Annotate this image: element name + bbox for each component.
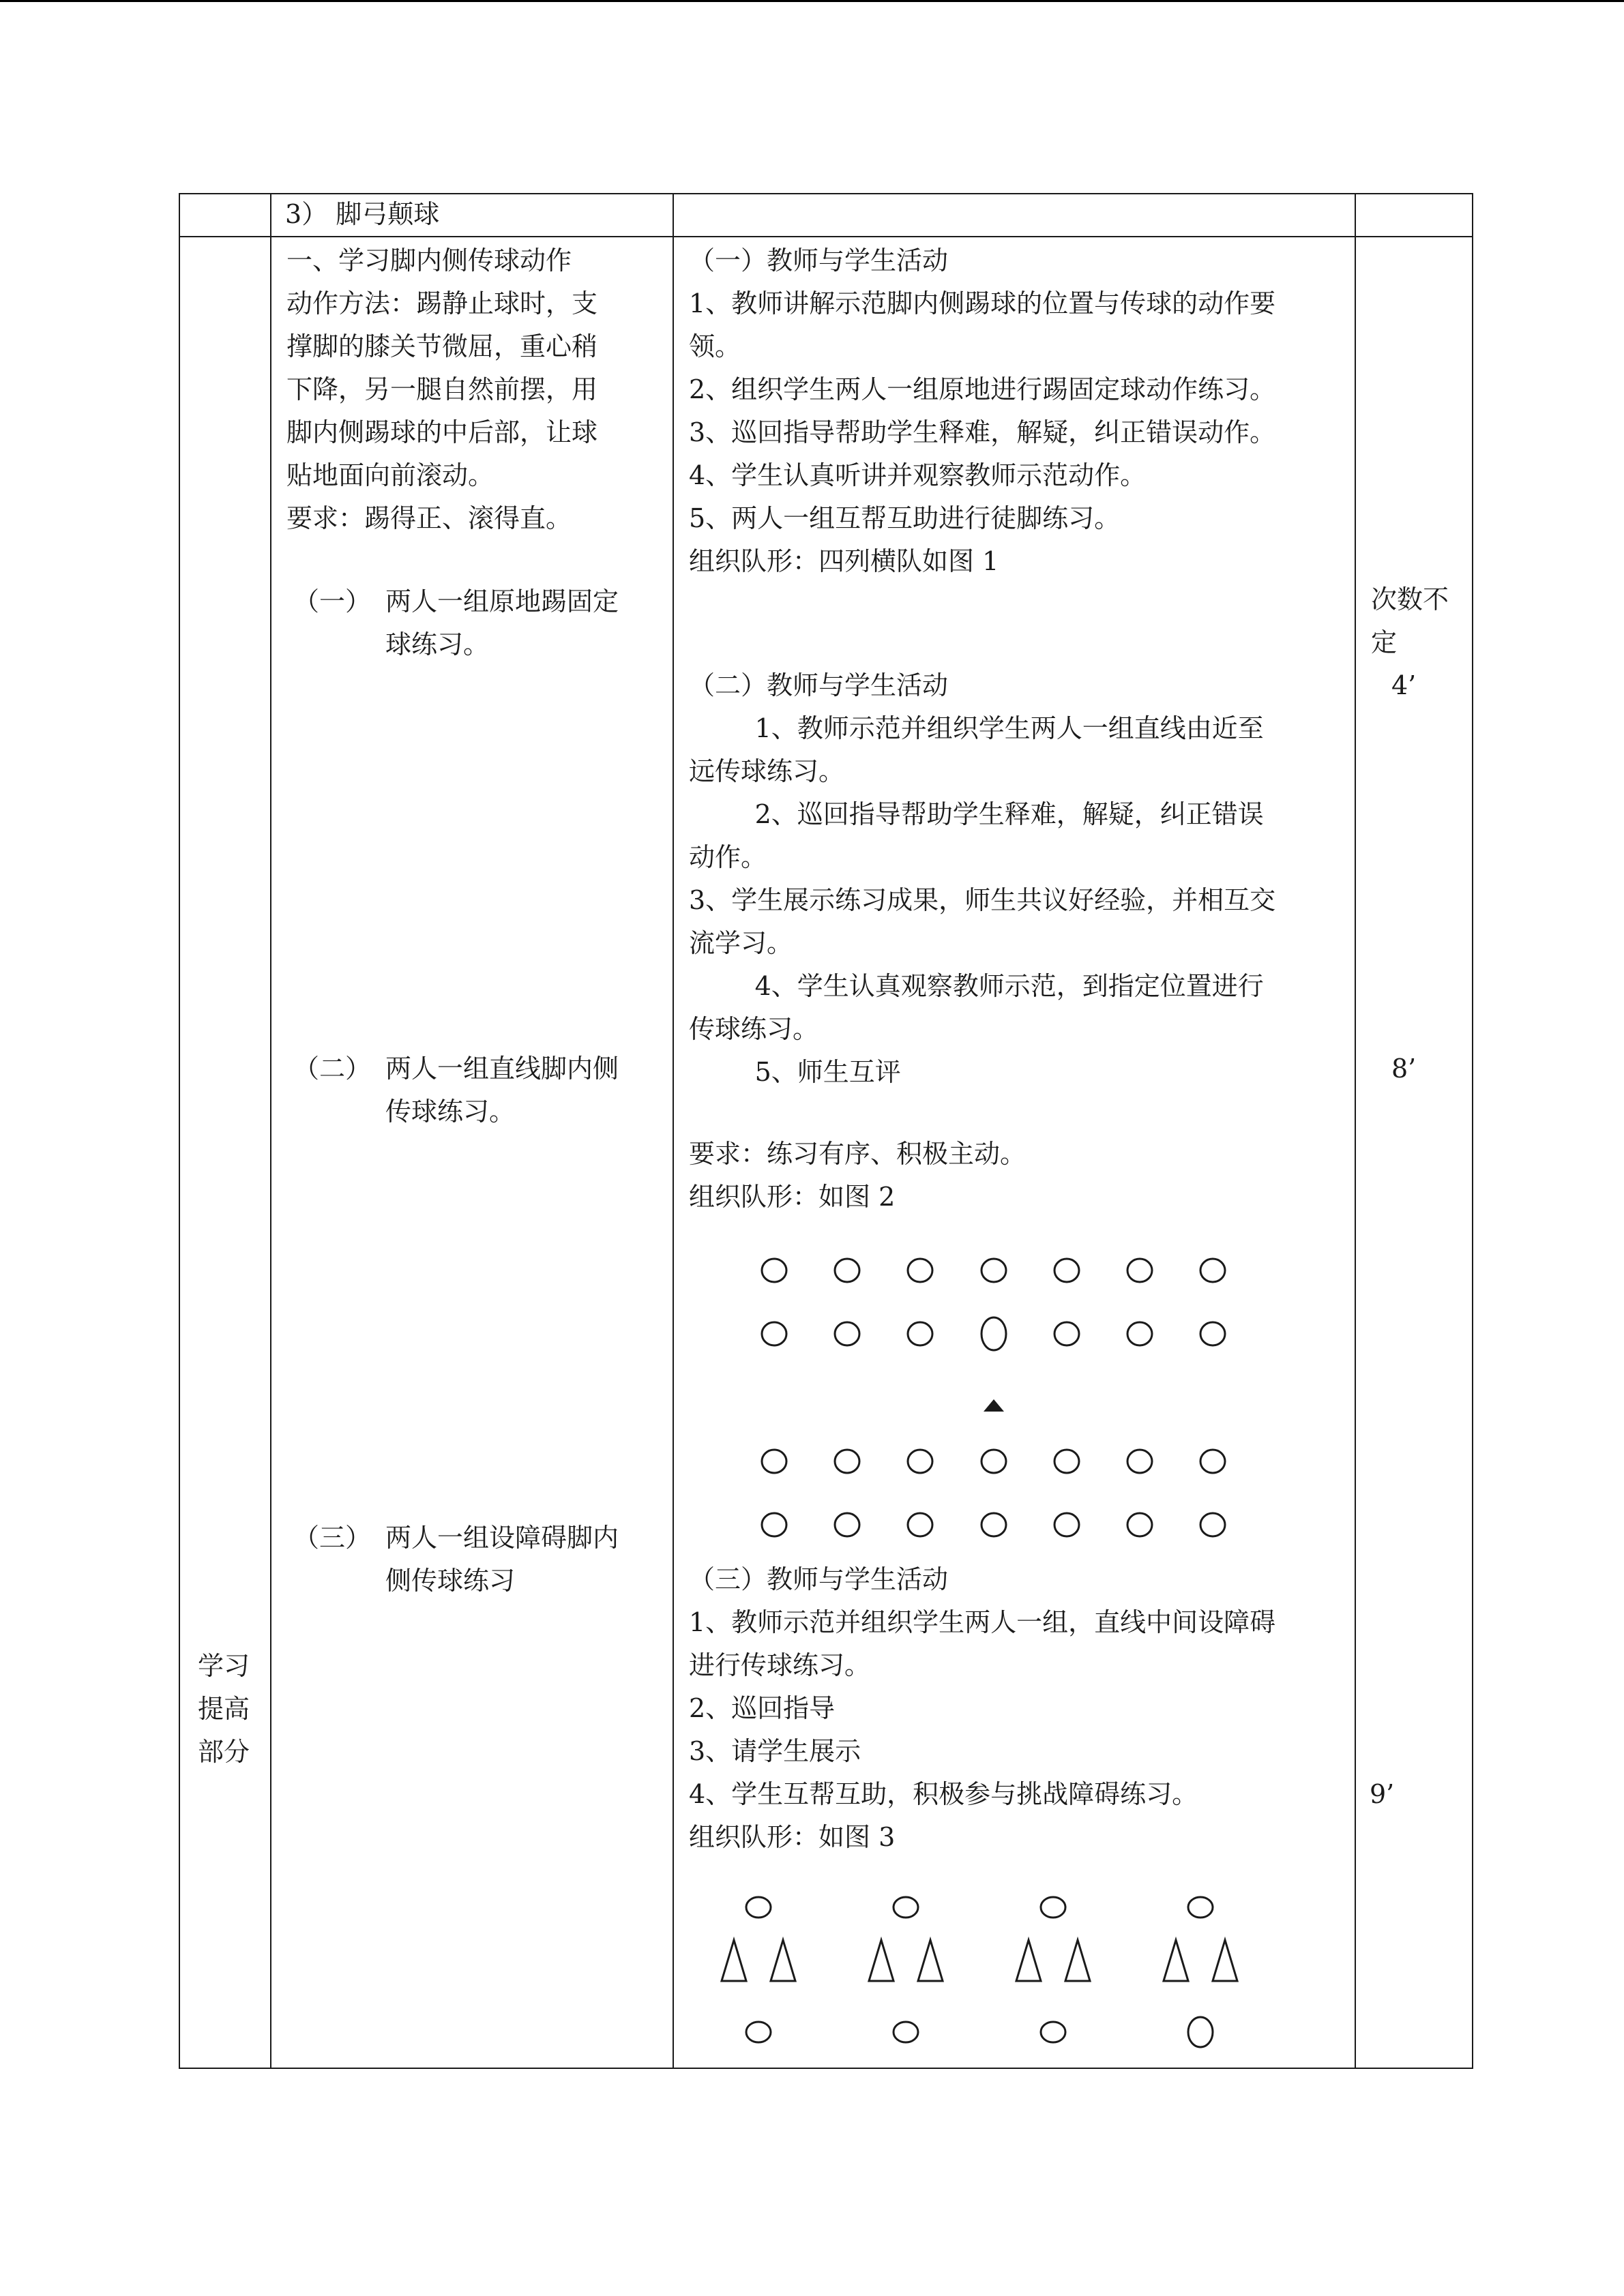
activity-1-heading: （一）教师与学生活动 (689, 245, 949, 275)
activity-3-line: 3、请学生展示 (689, 1736, 861, 1766)
drill-2-number: （二） (293, 1054, 372, 1084)
student-marker-icon (762, 1259, 786, 1282)
duration-3: 9’ (1370, 1779, 1395, 1809)
student-marker-icon (835, 1259, 859, 1282)
intro-line: 撑脚的膝关节微屈，重心稍 (286, 331, 598, 361)
intro-line: 贴地面向前滚动。 (286, 460, 494, 490)
activity-2-line: 传球练习。 (689, 1014, 819, 1044)
drill-1-title-line: 两人一组原地踢固定 (385, 586, 619, 616)
table-bottom-border (179, 2068, 1473, 2069)
activity-3-heading: （三）教师与学生活动 (689, 1564, 949, 1594)
student-marker-icon (1127, 1450, 1152, 1473)
table-right-border (1472, 193, 1473, 2069)
student-marker-icon (981, 1259, 1006, 1282)
student-marker-icon (1041, 1897, 1065, 1918)
drill-1-title-line: 球练习。 (385, 629, 490, 659)
activity-3-line: 进行传球练习。 (689, 1650, 871, 1680)
activity-2-formation: 组织队形：如图 2 (689, 1182, 896, 1212)
drill-1-number: （一） (293, 586, 372, 616)
student-marker-icon (908, 1450, 932, 1473)
intro-line: 一、学习脚内侧传球动作 (286, 245, 572, 275)
activity-1-line: 1、教师讲解示范脚内侧踢球的位置与传球的动作要 (689, 288, 1276, 318)
section-label-line-1: 学习 (198, 1651, 250, 1681)
activity-3-line: 1、教师示范并组织学生两人一组，直线中间设障碍 (689, 1607, 1276, 1637)
cone-obstacle-icon (918, 1940, 943, 1981)
activity-2-line: 2、巡回指导帮助学生释难，解疑，纠正错误 (689, 799, 1264, 829)
drill-3-title-line: 两人一组设障碍脚内 (385, 1523, 619, 1553)
count-note-line-2: 定 (1371, 627, 1398, 657)
cone-obstacle-icon (1016, 1940, 1041, 1981)
activity-2-requirement: 要求：练习有序、积极主动。 (689, 1139, 1027, 1169)
activity-1-line: 领。 (689, 331, 741, 361)
activity-2-heading: （二）教师与学生活动 (689, 670, 949, 700)
student-marker-icon (1054, 1513, 1079, 1536)
drill-3-title-line: 侧传球练习 (385, 1566, 516, 1596)
column-divider-2 (673, 193, 674, 2069)
activity-2-line: 远传球练习。 (689, 756, 845, 786)
teacher-marker-icon (984, 1399, 1004, 1412)
drill-3-number: （三） (293, 1523, 372, 1553)
student-marker-icon (1200, 1513, 1225, 1536)
duration-2: 8’ (1391, 1054, 1417, 1084)
cone-obstacle-icon (1213, 1940, 1237, 1981)
cone-obstacle-icon (771, 1940, 795, 1981)
student-marker-icon (1054, 1450, 1079, 1473)
student-marker-icon (835, 1450, 859, 1473)
page-top-border (0, 0, 1624, 2)
student-marker-icon (1200, 1450, 1225, 1473)
section-label-line-3: 部分 (198, 1737, 250, 1767)
student-marker-icon (762, 1450, 786, 1473)
student-marker-icon (1188, 2017, 1213, 2047)
drill-2-title-line: 两人一组直线脚内侧 (385, 1054, 619, 1084)
student-marker-icon (762, 1513, 786, 1536)
student-marker-icon (1127, 1513, 1152, 1536)
student-marker-icon (981, 1450, 1006, 1473)
student-marker-icon (894, 2022, 918, 2042)
activity-2-line: 流学习。 (689, 928, 793, 958)
student-marker-icon (835, 1322, 859, 1345)
header-row-item: 3） 脚弓颠球 (285, 199, 440, 229)
student-marker-icon (894, 1897, 918, 1918)
student-marker-icon (981, 1317, 1006, 1350)
student-marker-icon (1054, 1322, 1079, 1345)
student-marker-icon (835, 1513, 859, 1536)
activity-3-line: 2、巡回指导 (689, 1693, 836, 1723)
student-marker-icon (746, 2022, 771, 2042)
activity-3-line: 4、学生互帮互助，积极参与挑战障碍练习。 (689, 1779, 1198, 1809)
activity-2-line: 动作。 (689, 842, 767, 872)
duration-1: 4’ (1391, 670, 1417, 700)
activity-2-line: 1、教师示范并组织学生两人一组直线由近至 (689, 713, 1264, 743)
column-divider-1 (270, 193, 271, 2069)
student-marker-icon (908, 1259, 932, 1282)
cone-obstacle-icon (1065, 1940, 1090, 1981)
count-note-line-1: 次数不 (1371, 584, 1449, 614)
student-marker-icon (981, 1513, 1006, 1536)
activity-3-formation: 组织队形：如图 3 (689, 1822, 896, 1852)
student-marker-icon (762, 1322, 786, 1345)
activity-1-line: 4、学生认真听讲并观察教师示范动作。 (689, 460, 1147, 490)
activity-1-line: 2、组织学生两人一组原地进行踢固定球动作练习。 (689, 374, 1276, 404)
activity-1-line: 3、巡回指导帮助学生释难，解疑，纠正错误动作。 (689, 417, 1276, 447)
activity-2-line: 3、学生展示练习成果，师生共议好经验，并相互交 (689, 885, 1276, 915)
student-marker-icon (1188, 1897, 1213, 1918)
section-label-line-2: 提高 (198, 1694, 250, 1724)
table-left-border (179, 193, 180, 2069)
student-marker-icon (1127, 1322, 1152, 1345)
table-top-border (179, 193, 1473, 194)
column-divider-3 (1355, 193, 1356, 2069)
cone-obstacle-icon (869, 1940, 894, 1981)
formation-figure-2 (743, 1241, 1248, 1548)
student-marker-icon (1200, 1259, 1225, 1282)
activity-1-formation: 组织队形：四列横队如图 1 (689, 546, 999, 576)
student-marker-icon (1127, 1259, 1152, 1282)
student-marker-icon (908, 1322, 932, 1345)
cone-obstacle-icon (1164, 1940, 1188, 1981)
activity-1-line: 5、两人一组互帮互助进行徒脚练习。 (689, 503, 1121, 533)
requirement-line: 要求：踢得正、滚得直。 (286, 503, 572, 533)
activity-2-line: 5、师生互评 (689, 1057, 901, 1087)
drill-2-title-line: 传球练习。 (385, 1097, 516, 1127)
student-marker-icon (746, 1897, 771, 1918)
student-marker-icon (1041, 2022, 1065, 2042)
activity-2-line: 4、学生认真观察教师示范，到指定位置进行 (689, 971, 1264, 1001)
student-marker-icon (1054, 1259, 1079, 1282)
intro-line: 下降，另一腿自然前摆，用 (286, 374, 598, 404)
student-marker-icon (908, 1513, 932, 1536)
cone-obstacle-icon (722, 1940, 746, 1981)
formation-figure-3 (716, 1889, 1262, 2059)
student-marker-icon (1200, 1322, 1225, 1345)
header-row-divider (179, 236, 1473, 237)
intro-line: 动作方法：踢静止球时，支 (286, 288, 598, 318)
intro-line: 脚内侧踢球的中后部，让球 (286, 417, 598, 447)
